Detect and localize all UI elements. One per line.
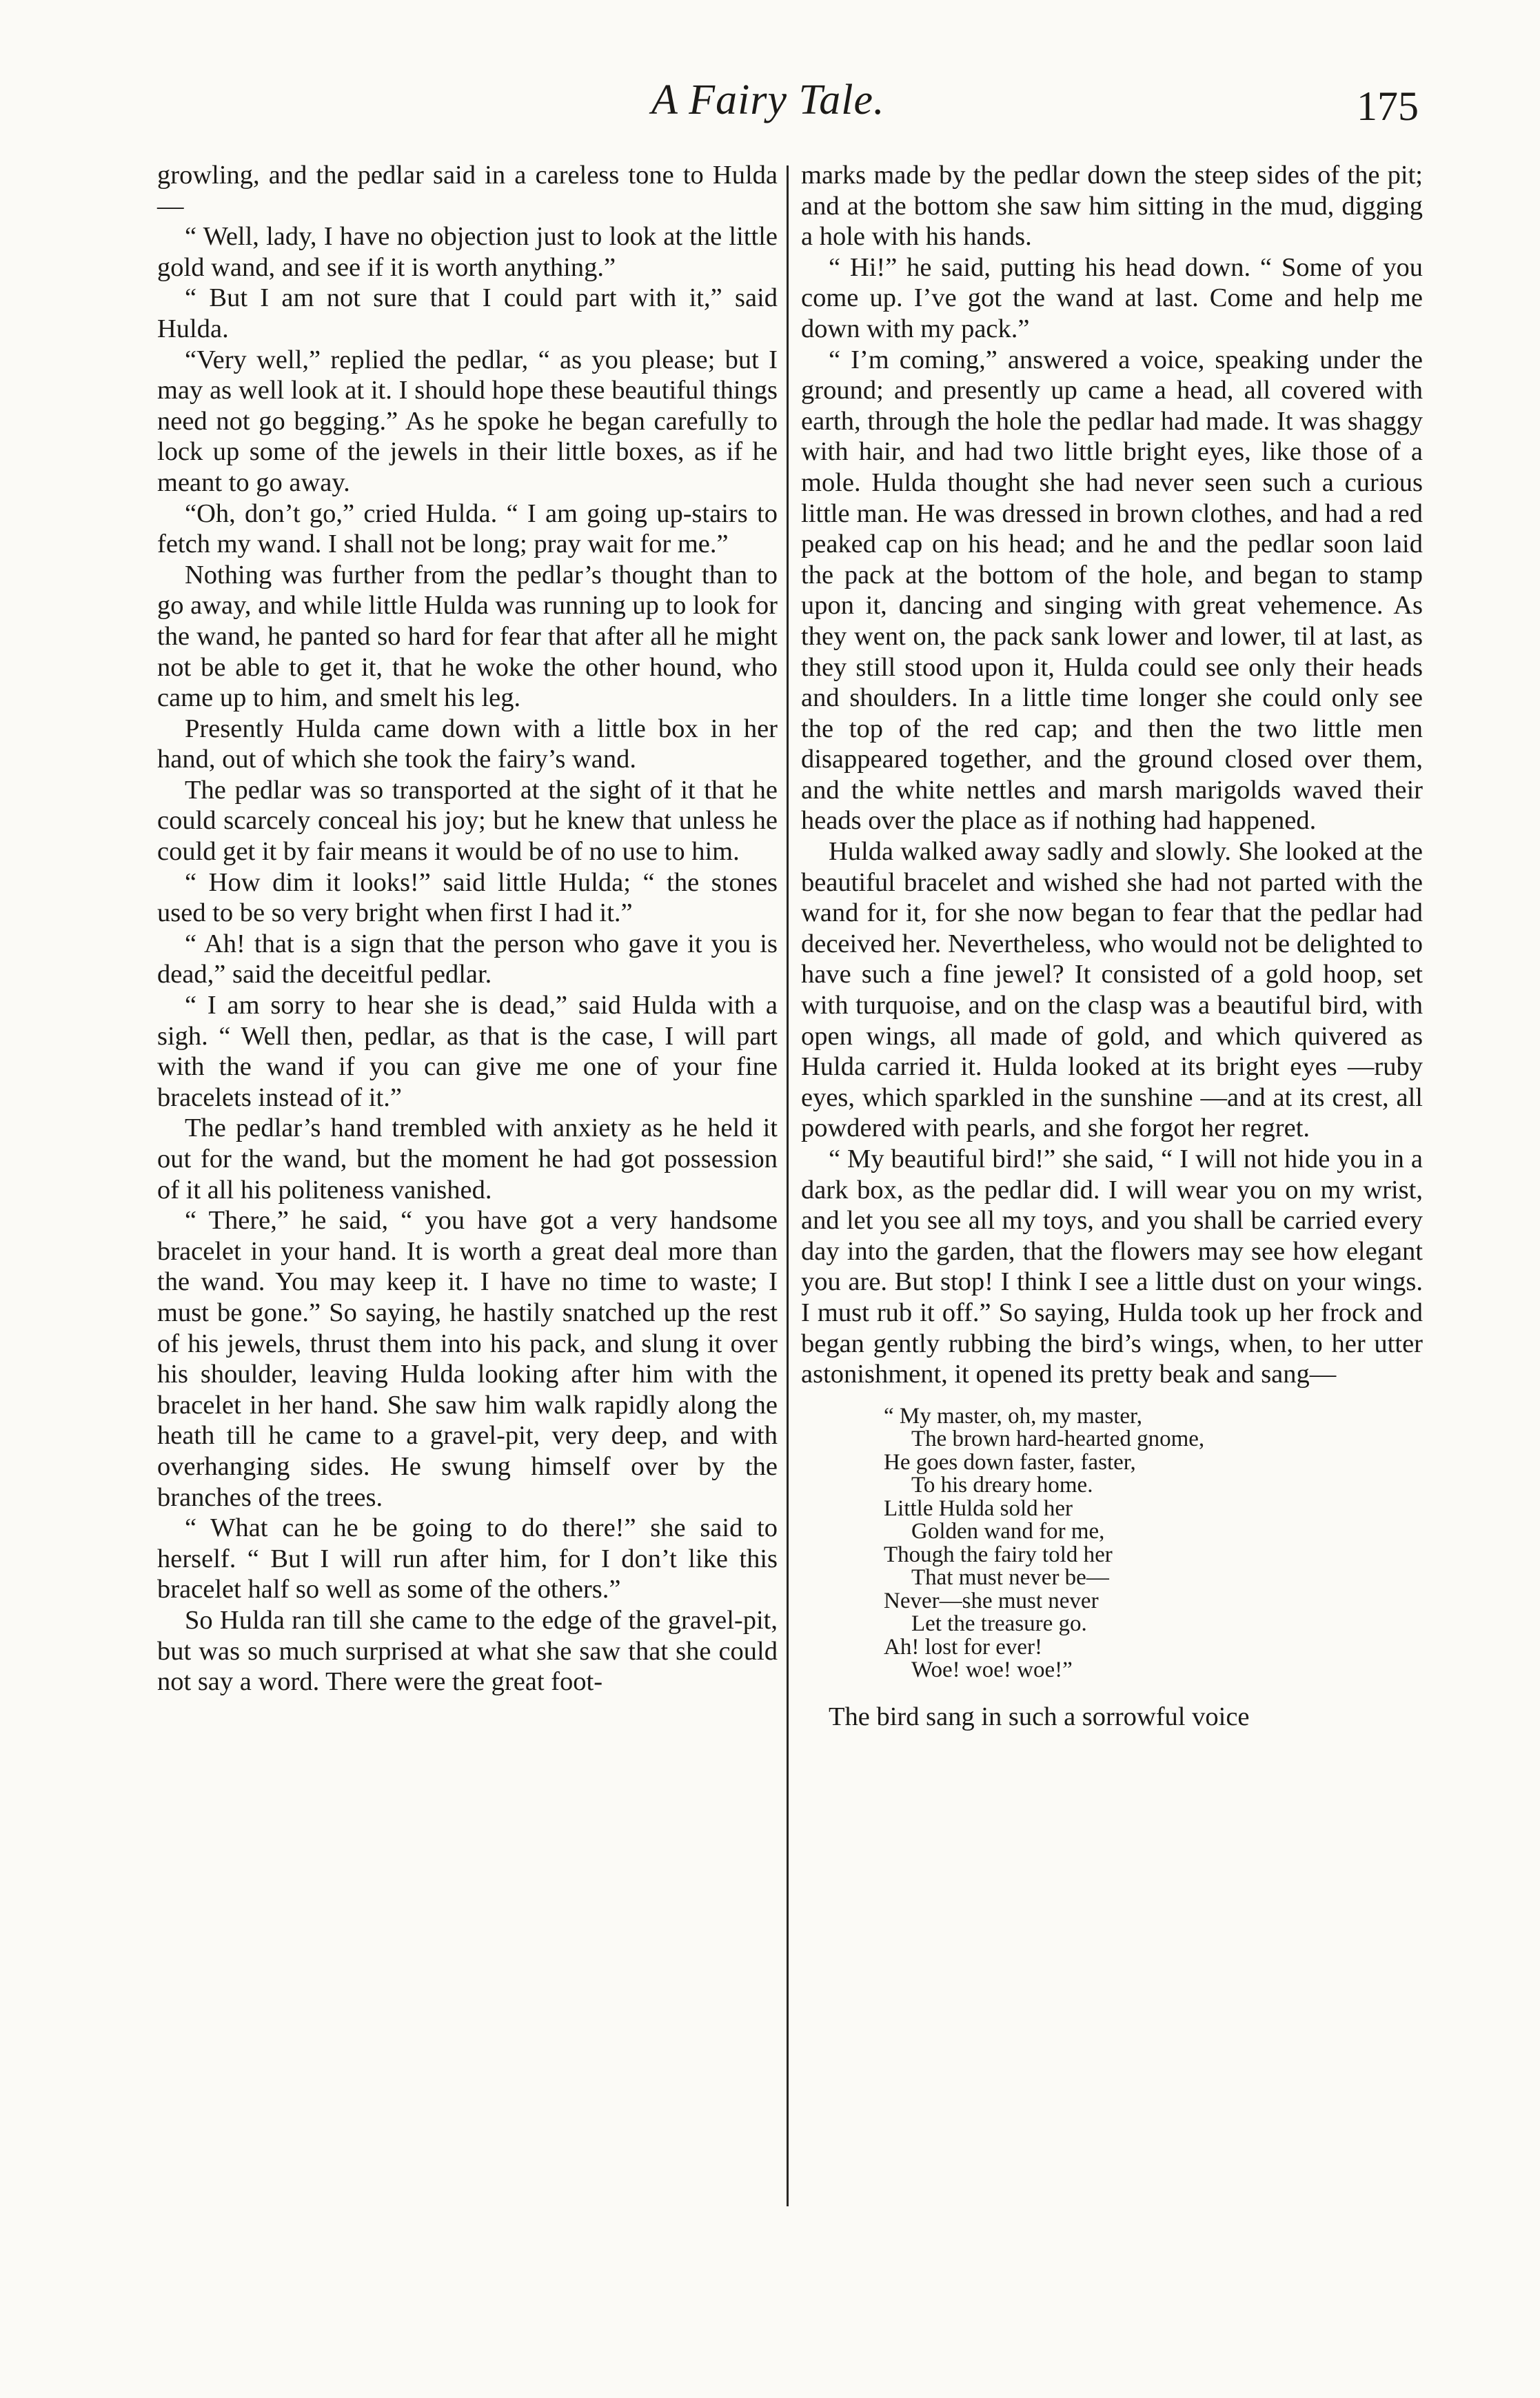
paragraph: “ How dim it looks!” said little Hulda; “ the stones used to be so very bright when first I had it.” (157, 867, 778, 928)
page-number: 175 (1357, 83, 1419, 129)
poem-line: Never—she must never (884, 1588, 1099, 1613)
paragraph: “ But I am not sure that I could part with it,” said Hulda. (157, 283, 778, 343)
paragraph: Nothing was further from the pedlar’s thought than to go away, and while little Hulda was running up to look for the wand, he panted so hard for fear that after all he might not be able to get it, that he woke the other hound, who came up to him, and smelt his leg. (157, 560, 778, 713)
paragraph: “Very well,” replied the pedlar, “ as you please; but I may as well look at it. I should hope these beautiful things need not go begging.” As he spoke he began carefully to lock up some of the jewels in their little boxes, as if he meant to go away. (157, 345, 778, 497)
poem-line: To his dreary home. (911, 1473, 1093, 1498)
paragraph: “ What can he be going to do there!” she said to herself. “ But I will run after him, for I don’t like this bracelet half so well as some of the others.” (157, 1513, 778, 1604)
paragraph: marks made by the pedlar down the steep sides of the pit; and at the bottom she saw him sitting in the mud, digging a hole with his hands. (801, 161, 1423, 252)
paragraph: So Hulda ran till she came to the edge of the gravel-pit, but was so much surprised at what she saw that she could not say a word. There were the great foot- (157, 1605, 778, 1697)
paragraph: Hulda walked away sadly and slowly. She looked at the beautiful bracelet and wished she had not parted with the wand for it, for she now began to fear that the pedlar had deceived her. Nevertheless, who would not be delighted to have such a fine jewel? It consisted of a gold hoop, set with turquoise, and on the clasp was a beautiful bird, with open wings, all made of gold, and which quivered as Hulda carried it. Hulda looked at its bright eyes —ruby eyes, which sparkled in the sunshine —and at its crest, all powdered with pearls, and she forgot her regret. (801, 837, 1423, 1143)
paragraph: The pedlar’s hand trembled with anxiety as he held it out for the wand, but the moment he had got possession of it all his politeness vanished. (157, 1114, 778, 1205)
paragraph: “ I am sorry to hear she is dead,” said Hulda with a sigh. “ Well then, pedlar, as that is the case, I will part with the wand if you can give me one of your fine bracelets instead of it.” (157, 991, 778, 1112)
poem-line: Ah! lost for ever! (884, 1634, 1043, 1660)
poem-line: Golden wand for me, (911, 1519, 1105, 1544)
poem-line: That must never be— (911, 1565, 1109, 1591)
paragraph: “ Hi!” he said, putting his head down. “ Some of you come up. I’ve got the wand at last. Come and help me down with my pack.” (801, 252, 1423, 343)
left-column (157, 160, 778, 1697)
poem-line: The brown hard-hearted gnome, (911, 1427, 1205, 1452)
paragraph: The pedlar was so transported at the sight of it that he could scarcely conceal his joy; but he knew that unless he could get it by fair means it would be of no use to him. (157, 775, 778, 867)
right-column (801, 160, 1423, 1732)
paragraph: The bird sang in such a sorrowful voice (829, 1702, 1250, 1731)
poem-line: Woe! woe! woe!” (911, 1658, 1073, 1683)
paragraph: Presently Hulda came down with a little box in her hand, out of which she took the fairy’s wand. (157, 714, 778, 774)
poem (884, 1405, 1423, 1682)
page-header (0, 76, 1540, 138)
paragraph: “ Ah! that is a sign that the person who gave it you is dead,” said the deceitful pedlar. (157, 929, 778, 989)
paragraph: growling, and the pedlar said in a careless tone to Hulda— (157, 161, 778, 221)
running-title: A Fairy Tale. (651, 77, 885, 123)
paragraph: “ My beautiful bird!” she said, “ I will not hide you in a dark box, as the pedlar did. I will wear you on my wrist, and let you see all my toys, and you shall be carried every day into the garden, that the flowers may see how elegant you are. But stop! I think I see a little dust on your wings. I must rub it off.” So saying, Hulda took up her frock and began gently rubbing the bird’s wings, when, to her utter astonishment, it opened its pretty beak and sang— (801, 1145, 1423, 1389)
poem-line: Let the treasure go. (911, 1611, 1087, 1637)
column-divider (787, 165, 789, 2206)
paragraph: “ I’m coming,” answered a voice, speaking under the ground; and presently up came a head, all covered with earth, through the hole the pedlar had made. It was shaggy with hair, and had two little bright eyes, like those of a mole. Hulda thought she had never seen such a curious little man. He was dressed in brown clothes, and had a red peaked cap on his head; and he and the pedlar soon laid the pack at the bottom of the hole, and began to stamp upon it, dancing and singing with great vehemence. As they went on, the pack sank lower and lower, til at last, as they still stood upon it, Hulda could see only their heads and shoulders. In a little time longer she could only see the top of the red cap; and then the two little men disappeared together, and the ground closed over them, and the white nettles and marsh marigolds waved their heads over the place as if nothing had happened. (801, 345, 1423, 836)
paragraph: “ Well, lady, I have no objection just to look at the little gold wand, and see if it is worth anything.” (157, 222, 778, 282)
paragraph: “ There,” he said, “ you have got a very handsome bracelet in your hand. It is worth a great deal more than the wand. You may keep it. I have no time to waste; I must be gone.” So saying, he hastily snatched up the rest of his jewels, thrust them into his pack, and slung it over his shoulder, leaving Hulda looking after him with the bracelet in her hand. She saw him walk rapidly along the heath till he came to a gravel-pit, very deep, and with overhanging sides. He swung himself over by the branches of the trees. (157, 1206, 778, 1512)
poem-line: Though the fairy told her (884, 1542, 1113, 1567)
poem-line: He goes down faster, faster, (884, 1449, 1136, 1475)
poem-line: “ My master, oh, my master, (884, 1403, 1142, 1429)
paragraph: “Oh, don’t go,” cried Hulda. “ I am going up-stairs to fetch my wand. I shall not be long; pray wait for me.” (157, 498, 778, 559)
poem-line: Little Hulda sold her (884, 1495, 1073, 1521)
